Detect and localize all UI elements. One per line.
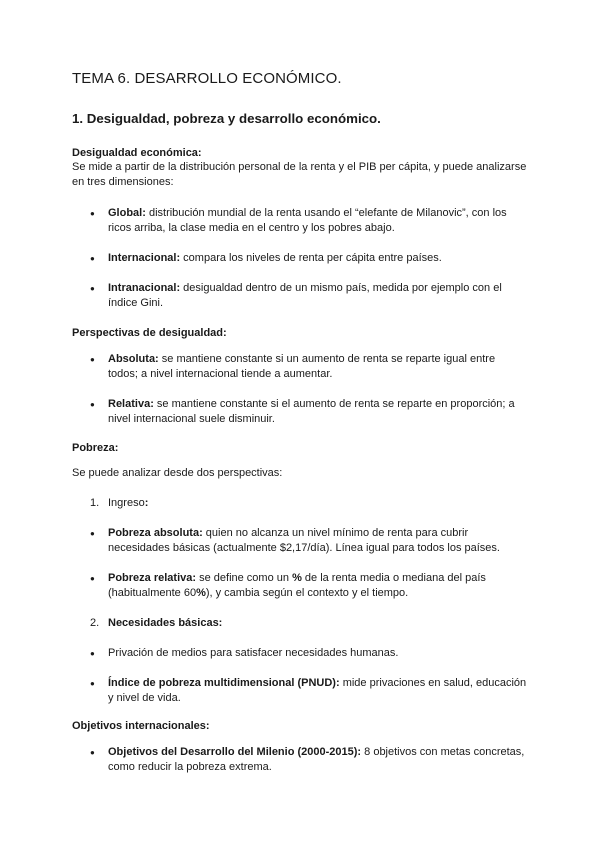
desigualdad-list [72, 206, 528, 311]
list-item-relativa: ● Relativa: se mantiene constante si el aumento de renta se reparte en proporción; a nivel internacional suele disminuir. [72, 397, 528, 427]
pobreza-intro: Se puede analizar desde dos perspectivas: [72, 467, 283, 479]
perspectivas-title: Perspectivas de desigualdad: [72, 327, 227, 339]
list-item-internacional: ● Internacional: compara los niveles de renta per cápita entre países. [72, 251, 528, 266]
list-item-intranacional: ● Intranacional: desigualdad dentro de un mismo país, medida por ejemplo con el índice Gini. [72, 281, 528, 311]
list-item-pobreza-relativa: ● Pobreza relativa: se define como un % de la renta media o mediana del país (habitualmente 60%), y cambia según el contexto y el tiempo. [72, 571, 528, 601]
perspectivas-list [72, 352, 528, 427]
pobreza-title: Pobreza: [72, 442, 119, 454]
numbered-item-ingreso: 1. Ingreso: [90, 497, 149, 509]
list-item-global: ● Global: distribución mundial de la renta usando el “elefante de Milanovic”, con los ricos arriba, la clase media en el centro y los pobres abajo. [72, 206, 528, 236]
pobreza-ingreso-list [72, 526, 528, 601]
desigualdad-intro: Se mide a partir de la distribución personal de la renta y el PIB per cápita, y puede analizarse en tres dimensiones: [72, 161, 527, 188]
pobreza-list-1 [72, 496, 528, 511]
list-item-odm: ● Objetivos del Desarrollo del Milenio (2000-2015): 8 objetivos con metas concretas, como reducir la pobreza extrema. [72, 745, 528, 775]
pobreza-necesidades-list [72, 646, 528, 706]
pobreza-list-2 [72, 616, 528, 631]
list-item-privacion: ● Privación de medios para satisfacer necesidades humanas. [72, 646, 528, 661]
objetivos-list [72, 745, 528, 775]
section-heading: 1. Desigualdad, pobreza y desarrollo económico. [72, 111, 381, 126]
list-item-ipm: ● Índice de pobreza multidimensional (PNUD): mide privaciones en salud, educación y nivel de vida. [72, 676, 528, 706]
document-title: TEMA 6. DESARROLLO ECONÓMICO. [72, 70, 342, 87]
desigualdad-title: Desigualdad económica: [72, 147, 202, 159]
objetivos-title: Objetivos internacionales: [72, 720, 210, 732]
list-item-pobreza-absoluta: ● Pobreza absoluta: quien no alcanza un nivel mínimo de renta para cubrir necesidades básicas (actualmente $2,17/día). Línea igual para todos los países. [72, 526, 528, 556]
numbered-item-necesidades: 2. Necesidades básicas: [90, 617, 223, 629]
list-item-absoluta: ● Absoluta: se mantiene constante si un aumento de renta se reparte igual entre todos; a nivel internacional tiende a aumentar. [72, 352, 528, 382]
